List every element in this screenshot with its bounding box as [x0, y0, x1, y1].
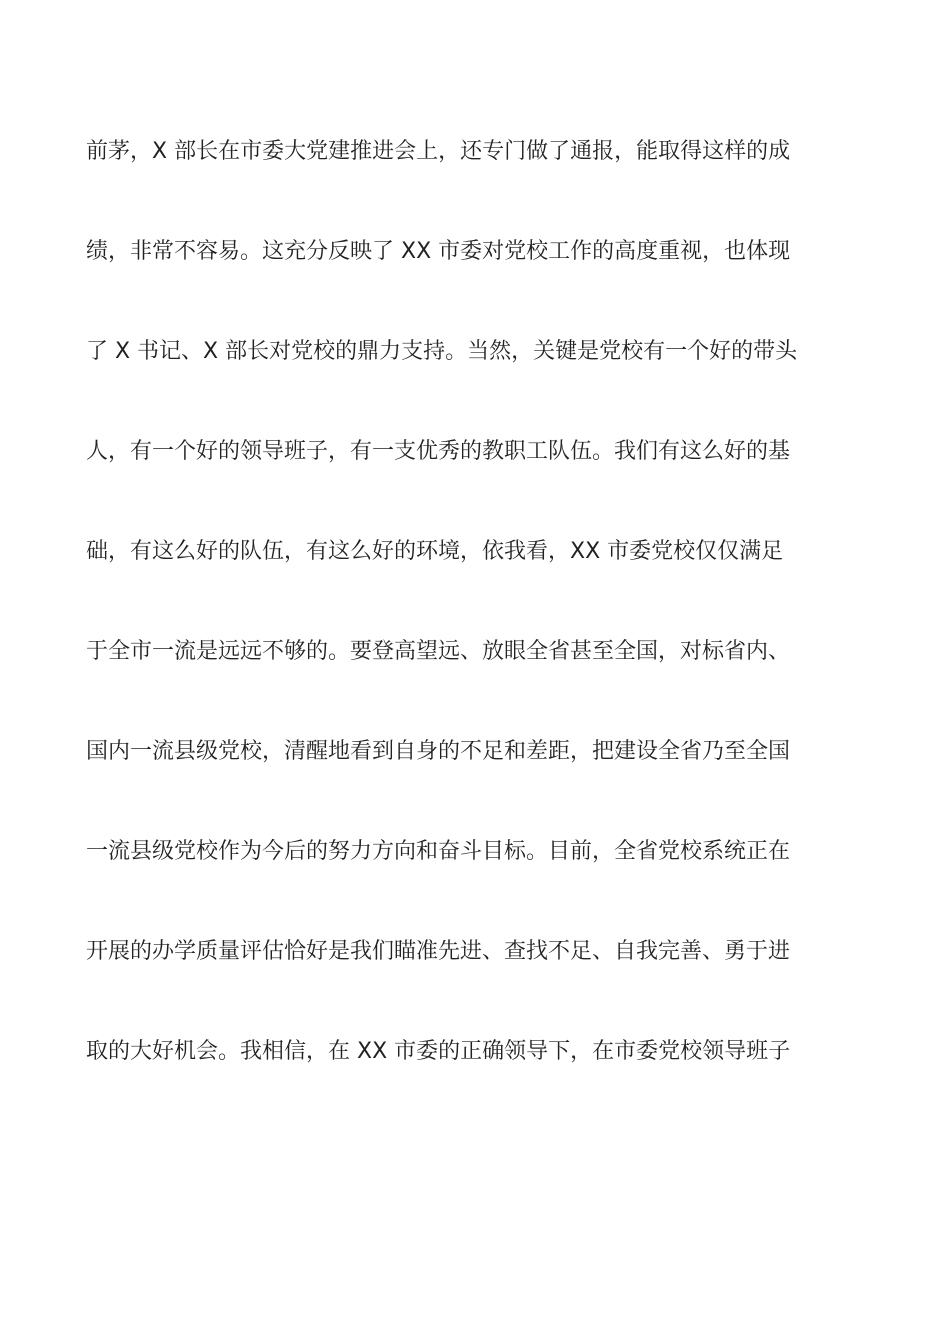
- text-line: 绩，非常不容易。这充分反映了 XX 市委对党校工作的高度重视，也体现: [86, 239, 791, 264]
- text-line: 前茅，X 部长在市委大党建推进会上，还专门做了通报，能取得这样的成: [86, 139, 791, 164]
- text-line: 了 X 书记、X 部长对党校的鼎力支持。当然，关键是党校有一个好的带头: [86, 339, 798, 364]
- text-line: 取的大好机会。我相信，在 XX 市委的正确领导下，在市委党校领导班子: [86, 1039, 791, 1064]
- text-line: 一流县级党校作为今后的努力方向和奋斗目标。目前，全省党校系统正在: [86, 839, 791, 864]
- body-text: [86, 130, 866, 1130]
- text-line: 开展的办学质量评估恰好是我们瞄准先进、查找不足、自我完善、勇于进: [86, 939, 791, 964]
- text-line: 于全市一流是远远不够的。要登高望远、放眼全省甚至全国，对标省内、: [86, 639, 791, 664]
- text-line: 国内一流县级党校，清醒地看到自身的不足和差距，把建设全省乃至全国: [86, 739, 791, 764]
- text-line: 础，有这么好的队伍，有这么好的环境，依我看，XX 市委党校仅仅满足: [86, 539, 784, 564]
- text-line: 人，有一个好的领导班子，有一支优秀的教职工队伍。我们有这么好的基: [86, 439, 791, 464]
